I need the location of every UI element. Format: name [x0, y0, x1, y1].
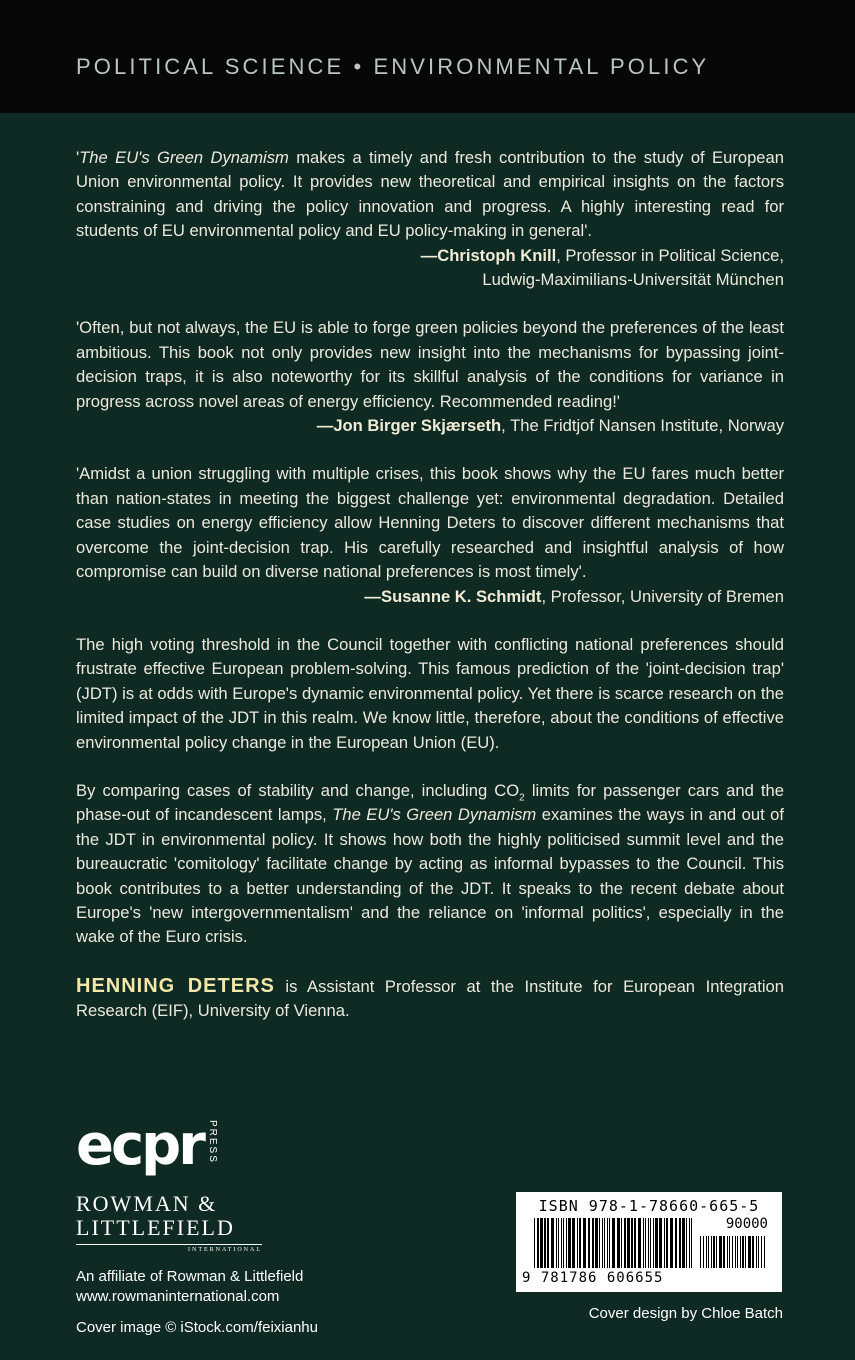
co2-subscript: 2 — [519, 792, 525, 804]
ecpr-press-logo — [76, 1113, 376, 1178]
endorser-name: —Christoph Knill — [420, 245, 557, 265]
barcode-bar — [666, 1218, 668, 1268]
rl-divider — [76, 1244, 262, 1245]
endorsement-attribution — [76, 244, 784, 268]
barcode-bar — [607, 1218, 608, 1268]
barcode-bar — [577, 1218, 578, 1268]
barcode-bar — [764, 1236, 765, 1268]
endorsement-text: 'The EU's Green Dynamism makes a timely and fresh contribution to the study of European Union environmental policy. It provides new theoretical and empirical insights on the factors constraining and driving the policy innovation and progress. A highly interesting read for students of EU environmental policy and EU policy-making in general'. — [76, 148, 784, 241]
barcode-bar — [612, 1218, 615, 1268]
author-bio — [76, 974, 784, 1024]
cover-image-credit: Cover image © iStock.com/feixianhu — [76, 1319, 318, 1336]
barcode-bar — [638, 1218, 641, 1268]
barcode-bar — [761, 1236, 762, 1268]
barcode-bar — [551, 1218, 554, 1268]
barcode-bar — [558, 1218, 559, 1268]
book-title-italic: The EU's Green Dynamism — [332, 805, 537, 825]
barcode-bar — [735, 1236, 736, 1268]
endorser-institution: Ludwig-Maximilians-Universität München — [482, 270, 784, 290]
barcode-bar — [756, 1236, 757, 1268]
publisher-block — [76, 1113, 376, 1336]
barcode-bar — [617, 1218, 620, 1268]
barcode-bar — [742, 1236, 744, 1268]
barcode-bar — [561, 1218, 562, 1268]
para2-text-c: examines the ways in and out of the JDT in environmental policy. It shows how both the highly politicised summit level and the bureaucratic 'comitology' facilitate change by acting as informal bypasses to the Council. This book contributes to a better understanding of the JDT. It speaks to the recent debate about Europe's 'new intergovernmentalism' and the reliance on 'informal politics', especially in the wake of the Euro crisis. — [76, 805, 784, 947]
ecpr-logo-word: ecpr — [76, 1113, 203, 1178]
rl-line-2: LITTLEFIELD — [76, 1215, 235, 1240]
affiliate-line: An affiliate of Rowman & Littlefield — [76, 1268, 304, 1285]
barcode-bar — [547, 1218, 549, 1268]
publisher-website: www.rowmaninternational.com — [76, 1288, 280, 1305]
barcode-bar — [752, 1236, 754, 1268]
author-bio-text: is Assistant Professor at the Institute for European Integration Research (EIF), University of Vienna. — [76, 976, 785, 1021]
barcode-bar — [723, 1236, 725, 1268]
barcode-bar — [604, 1218, 605, 1268]
barcode-bar — [534, 1218, 535, 1268]
barcode-digits: 9 781786 606655 — [522, 1270, 664, 1286]
barcode-bar — [595, 1218, 598, 1268]
barcode-bar — [708, 1236, 709, 1268]
book-title-italic: The EU's Green Dynamism — [79, 148, 289, 167]
isbn-barcode — [516, 1192, 782, 1292]
barcode-bar — [655, 1218, 658, 1268]
barcode-bar — [732, 1236, 733, 1268]
barcode-bar — [540, 1218, 543, 1268]
barcode-bar — [711, 1236, 712, 1268]
para2-text-b: limits for passenger cars and the phase-out of incandescent lamps, — [76, 780, 784, 825]
barcode-bar — [659, 1218, 662, 1268]
endorsement-attribution — [76, 585, 784, 609]
endorsement-2 — [76, 316, 784, 438]
barcode-bar — [729, 1236, 730, 1268]
affiliate-info — [76, 1267, 376, 1307]
barcode-bar — [737, 1236, 738, 1268]
barcode-bars-main — [534, 1218, 694, 1268]
barcode-bar — [740, 1236, 741, 1268]
barcode-bar — [691, 1218, 692, 1268]
barcode-bar — [643, 1218, 644, 1268]
barcode-bar — [568, 1218, 571, 1268]
description-paragraph-2 — [76, 779, 784, 950]
author-name: HENNING DETERS — [76, 974, 275, 997]
barcode-bar — [572, 1218, 575, 1268]
barcode-bar — [544, 1218, 546, 1268]
barcode-bar — [686, 1218, 687, 1268]
barcode-bar — [719, 1236, 722, 1268]
endorsement-1 — [76, 146, 784, 292]
barcode-bar — [631, 1218, 633, 1268]
barcode-bar — [566, 1218, 567, 1268]
barcode-bar — [716, 1236, 717, 1268]
barcode-bar — [648, 1218, 649, 1268]
endorsement-text: 'Often, but not always, the EU is able to forge green policies beyond the preferences of the least ambitious. This book not only provides new insight into the mechanisms for bypassing joint-decision traps, it is also noteworthy for its skillful analysis of the conditions for variance in progress across novel areas of energy efficiency. Recommended reading!' — [76, 318, 784, 411]
barcode-bar — [748, 1236, 751, 1268]
barcode-bar — [650, 1218, 651, 1268]
barcode-bar — [634, 1218, 636, 1268]
back-cover-text — [76, 146, 784, 1048]
barcode-bar — [745, 1236, 746, 1268]
press-label: PRESS — [206, 1120, 218, 1164]
barcode-bar — [627, 1218, 630, 1268]
barcode-bar — [703, 1236, 704, 1268]
barcode-bar — [592, 1218, 594, 1268]
barcode-bar — [664, 1218, 665, 1268]
endorser-name: —Susanne K. Schmidt — [364, 586, 542, 606]
barcode-bar — [621, 1218, 622, 1268]
barcode-bars-addon — [700, 1236, 766, 1268]
barcode-bar — [700, 1236, 701, 1268]
barcode-bar — [682, 1218, 685, 1268]
barcode-bar — [706, 1236, 707, 1268]
top-band — [0, 0, 855, 113]
barcode-bar — [689, 1218, 690, 1268]
endorser-affiliation: , Professor, University of Bremen — [541, 586, 784, 606]
isbn-number: ISBN 978-1-78660-665-5 — [538, 1197, 760, 1215]
barcode-bar — [556, 1218, 557, 1268]
barcode-bar — [537, 1218, 539, 1268]
barcode-bar — [653, 1218, 654, 1268]
barcode-bar — [624, 1218, 626, 1268]
barcode-bar — [588, 1218, 590, 1268]
barcode-bar — [758, 1236, 759, 1268]
barcode-bar — [609, 1218, 610, 1268]
barcode-bar — [602, 1218, 603, 1268]
price-code: 90000 — [725, 1216, 768, 1232]
barcode-bar — [583, 1218, 586, 1268]
category-heading: POLITICAL SCIENCE • ENVIRONMENTAL POLICY — [76, 54, 710, 79]
barcode-bar — [563, 1218, 564, 1268]
barcode-bar — [727, 1236, 728, 1268]
barcode-bar — [670, 1218, 673, 1268]
barcode-bar — [713, 1236, 715, 1268]
endorsement-attribution — [76, 414, 784, 438]
cover-design-credit: Cover design by Chloe Batch — [588, 1305, 783, 1322]
barcode-bar — [579, 1218, 581, 1268]
barcode-bar — [599, 1218, 600, 1268]
endorsement-3 — [76, 462, 784, 608]
endorser-affiliation: , The Fridtjof Nansen Institute, Norway — [501, 416, 784, 436]
endorser-affiliation: , Professor in Political Science, — [556, 245, 784, 265]
endorser-name: —Jon Birger Skjærseth — [316, 416, 502, 436]
barcode-bar — [645, 1218, 646, 1268]
rl-international: INTERNATIONAL — [188, 1247, 262, 1253]
rowman-littlefield-logo — [76, 1192, 376, 1240]
para2-text-a: By comparing cases of stability and change, including CO — [76, 780, 520, 800]
description-paragraph-1: The high voting threshold in the Council together with conflicting national preferences should frustrate effective European problem-solving. This famous prediction of the 'joint-decision trap' (JDT) is at odds with Europe's dynamic environmental policy. Yet there is scarce research on the limited impact of the JDT in this realm. We know little, therefore, about the conditions of effective environmental policy change in the European Union (EU). — [76, 634, 784, 752]
endorsement-text: 'Amidst a union struggling with multiple crises, this book shows why the EU fares much better than nation-states in meeting the biggest challenge yet: environmental degradation. Detailed case studies on energy efficiency allow Henning Deters to discover different mechanisms that overcome the joint-decision trap. His carefully researched and insightful analysis of how compromise can build on diverse national preferences is most timely'. — [76, 464, 784, 582]
rl-line-1: ROWMAN & — [76, 1191, 218, 1216]
barcode-bar — [675, 1218, 677, 1268]
barcode-bar — [679, 1218, 681, 1268]
